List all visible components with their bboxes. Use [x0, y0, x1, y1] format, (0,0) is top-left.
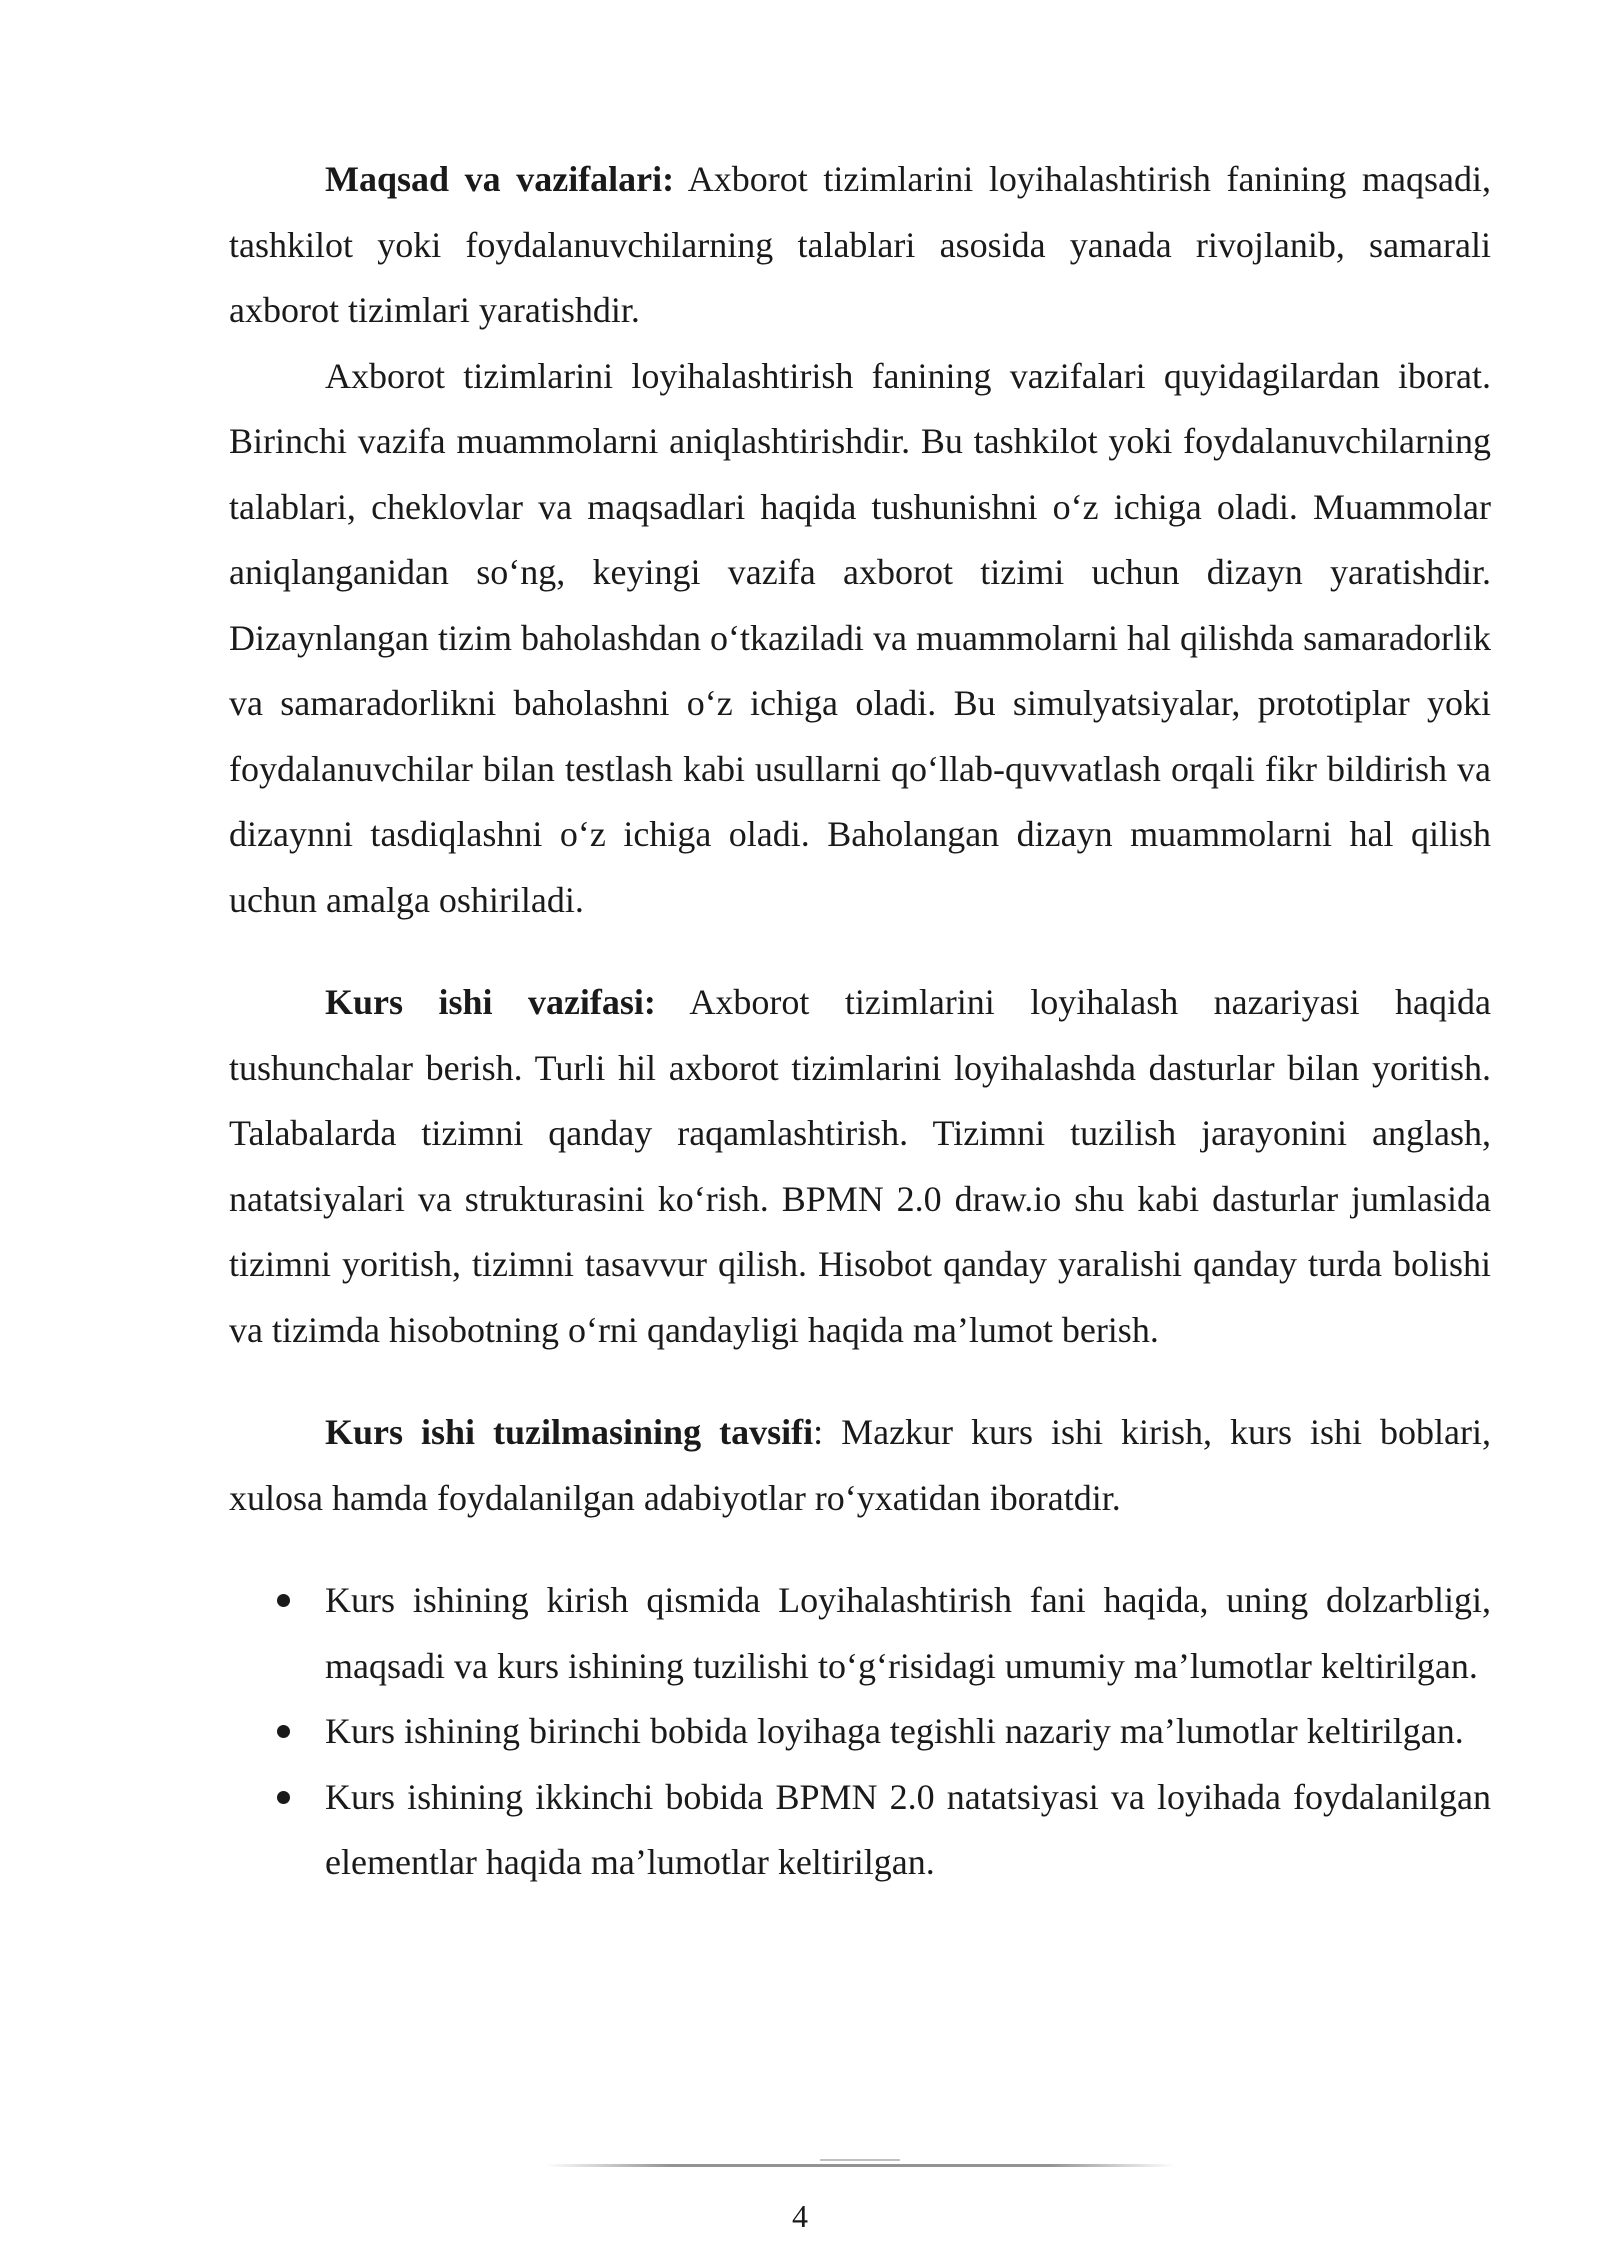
page-number: 4	[792, 2198, 808, 2234]
paragraph-spacer	[229, 1363, 1491, 1400]
document-page	[229, 147, 1491, 1896]
kurs-vazifasi-paragraph	[229, 970, 1491, 1363]
tuzilma-paragraph	[229, 1400, 1491, 1531]
vazifalar-paragraph	[229, 344, 1491, 934]
kurs-vazifasi-text: Axborot tizimlarini loyihalash nazariyasi haqida tushunchalar berish. Turli hil axborot tizimlarini loyihalashda dasturlar bilan yoritish. Talabalarda tizimni qanday raqamlashtirish. Tizimni tuzilish jarayonini anglash, natatsiyalari va strukturasini ko‘rish. BPMN 2.0 draw.io shu kabi dasturlar jumlasida tizimni yoritish, tizimni tasavvur qilish. Hisobot qanday yaralishi qanday turda bolishi va tizimda hisobotning o‘rni qandayligi haqida ma’lumot berish.	[229, 982, 1491, 1350]
footer-divider-ornament	[820, 2159, 900, 2161]
list-item	[229, 1765, 1491, 1896]
vazifalar-text: Axborot tizimlarini loyihalashtirish fanining vazifalari quyidagilardan iborat. Birinchi vazifa muammolarni aniqlashtirishdir. Bu tashkilot yoki foydalanuvchilarning talablari, cheklovlar va maqsadlari haqida tushunishni o‘z ichiga oladi. Muammolar aniqlanganidan so‘ng, keyingi vazifa axborot tizimi uchun dizayn yaratishdir. Dizaynlangan tizim baholashdan o‘tkaziladi va muammolarni hal qilishda samaradorlik va samaradorlikni baholashni o‘z ichiga oladi. Bu simulyatsiyalar, prototiplar yoki foydalanuvchilar bilan testlash kabi usullarni qo‘llab-quvvatlash orqali fikr bildirish va dizaynni tasdiqlashni o‘z ichiga oladi. Baholangan dizayn muammolarni hal qilish uchun amalga oshiriladi.	[229, 355, 1491, 920]
footer-divider	[545, 2164, 1175, 2167]
maqsad-text: Axborot tizimlarini loyihalashtirish fanining maqsadi, tashkilot yoki foydalanuvchilarning talablari asosida yanada rivojlanib, samarali axborot tizimlari yaratishdir.	[229, 159, 1491, 330]
list-item	[229, 1568, 1491, 1699]
tuzilma-text: : Mazkur kurs ishi kirish, kurs ishi boblari, xulosa hamda foydalanilgan adabiyotlar ro‘yxatidan iboratdir.	[229, 1412, 1492, 1518]
list-item	[229, 1699, 1491, 1765]
bullet-icon	[277, 1791, 290, 1804]
list-item-text: Kurs ishining kirish qismida Loyihalashtirish fani haqida, uning dolzarbligi, maqsadi va kurs ishining tuzilishi to‘g‘risidagi umumiy ma’lumotlar keltirilgan.	[325, 1580, 1491, 1686]
tuzilma-heading: Kurs ishi tuzilmasining tavsifi	[325, 1412, 814, 1452]
maqsad-paragraph	[229, 147, 1491, 344]
maqsad-heading: Maqsad va vazifalari:	[325, 159, 675, 199]
kurs-vazifasi-heading: Kurs ishi vazifasi:	[325, 982, 656, 1022]
bullet-icon	[277, 1594, 290, 1607]
bullet-icon	[277, 1725, 290, 1738]
paragraph-spacer	[229, 933, 1491, 970]
list-item-text: Kurs ishining ikkinchi bobida BPMN 2.0 natatsiyasi va loyihada foydalanilgan elementlar haqida ma’lumotlar keltirilgan.	[325, 1776, 1491, 1882]
list-item-text: Kurs ishining birinchi bobida loyihaga tegishli nazariy ma’lumotlar keltirilgan.	[325, 1711, 1464, 1751]
paragraph-spacer	[229, 1531, 1491, 1568]
structure-bullet-list	[229, 1568, 1491, 1896]
